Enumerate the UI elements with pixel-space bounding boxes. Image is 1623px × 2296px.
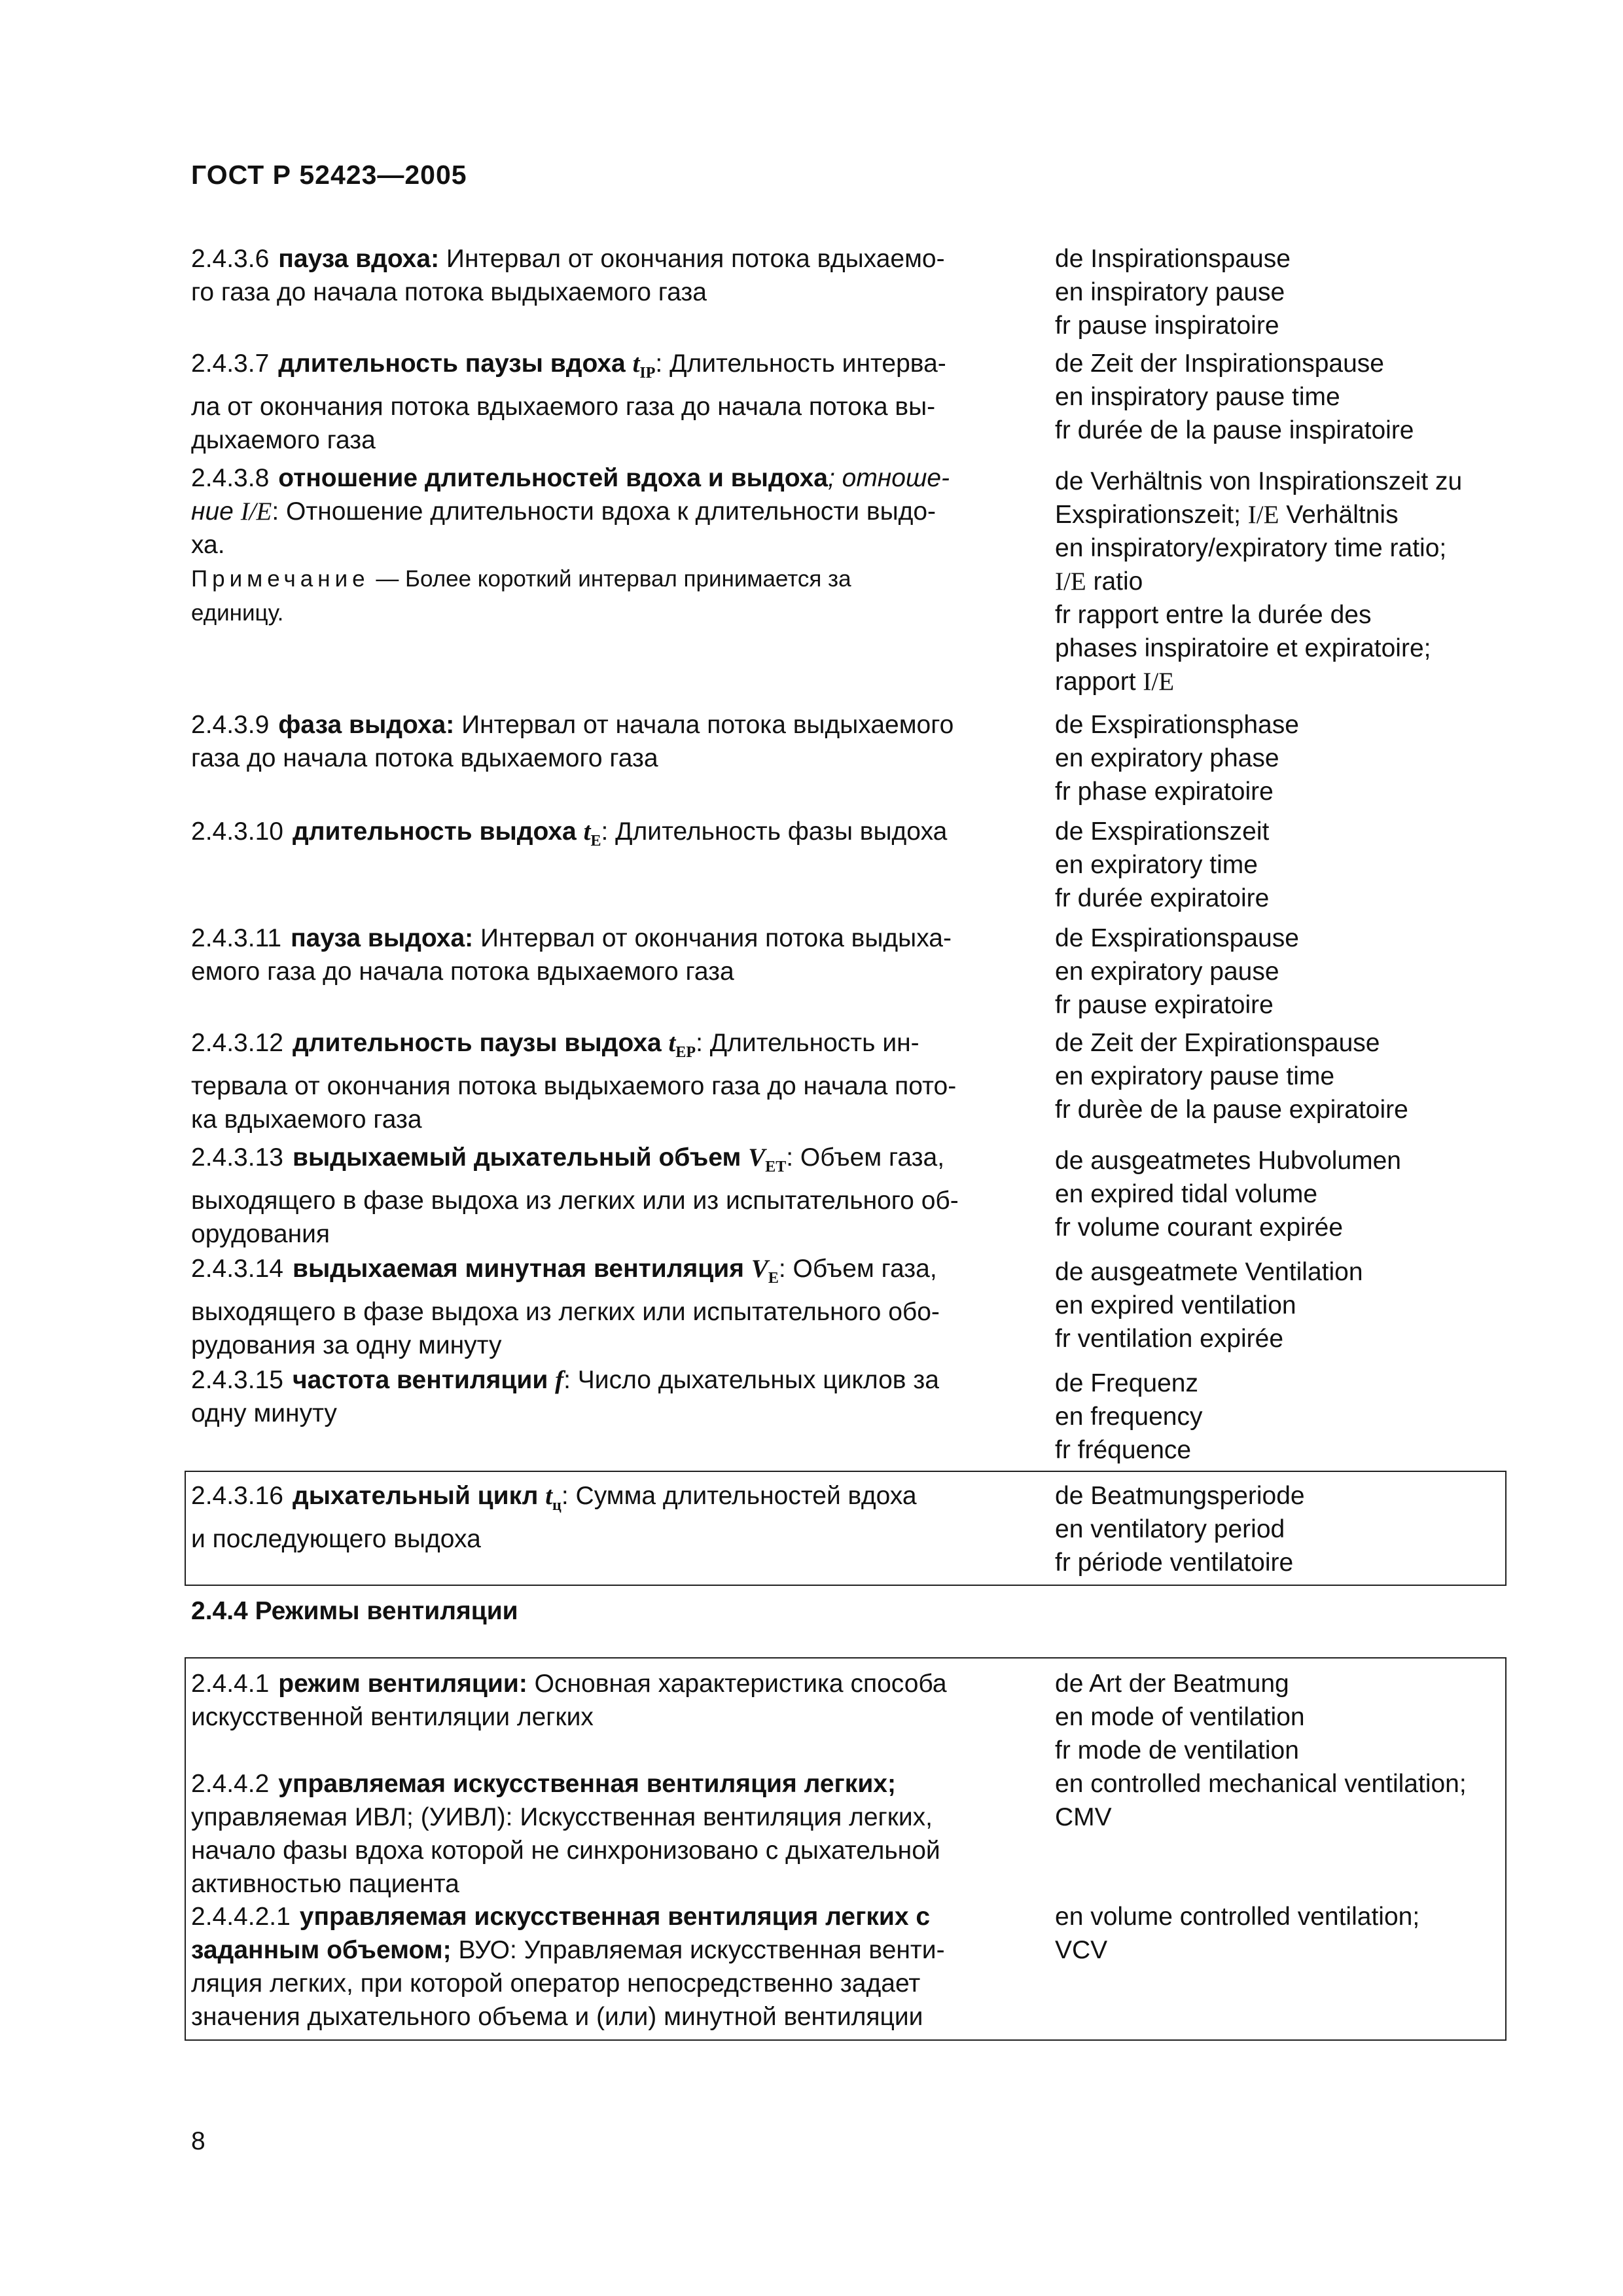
equivalent-en: en expiratory phase [1055, 744, 1279, 772]
term-equivalents [1055, 347, 1623, 447]
term-equivalents [1055, 1026, 1623, 1126]
term-name: управляемая искусственная вентиляция легких; [278, 1770, 896, 1798]
term-definition-text: активностью пациента [191, 1870, 459, 1898]
term-equivalents [1055, 1367, 1623, 1467]
equivalent-en: en inspiratory pause time [1055, 383, 1340, 411]
term-name: выдыхаемая минутная вентиляция [292, 1255, 744, 1283]
term-definition-ru [191, 1363, 1017, 1430]
term-symbol: $t_ц$ [545, 1482, 562, 1514]
equivalent-en: en inspiratory pause [1055, 278, 1285, 306]
term-definition-text: значения дыхательного объема и (или) минутной вентиляции [191, 2003, 923, 2031]
equivalent-fr: fr ventilation expirée [1055, 1325, 1284, 1353]
term-name: дыхательный цикл [292, 1482, 539, 1510]
term-number: 2.4.3.10 [191, 817, 283, 846]
note-text: единицу. [191, 600, 284, 626]
term-symbol: $V_E$ [751, 1255, 779, 1287]
term-symbol: $t_E$ [583, 817, 601, 850]
term-equivalents [1055, 1144, 1623, 1244]
equivalent-fr: fr durèe de la pause expiratoire [1055, 1096, 1408, 1124]
term-equivalents [1055, 815, 1623, 915]
equivalent-en: CMV [1055, 1803, 1112, 1831]
term-symbol: $t_{EP}$ [668, 1029, 696, 1061]
equivalent-fr: fr pause inspiratoire [1055, 312, 1279, 340]
equivalent-de: de Art der Beatmung [1055, 1670, 1289, 1698]
term-number: 2.4.3.9 [191, 711, 270, 739]
term-name: длительность паузы выдоха [292, 1029, 662, 1057]
equivalent-de: de ausgeatmetes Hubvolumen [1055, 1147, 1401, 1175]
page-number: 8 [191, 2127, 205, 2155]
term-definition-ru [191, 1667, 1017, 1734]
equivalent-de: de Zeit der Expirationspause [1055, 1029, 1380, 1057]
term-definition-text: емого газа до начала потока вдыхаемого газа [191, 958, 734, 986]
equivalent-de: de Frequenz [1055, 1369, 1198, 1397]
equivalent-en: en expiratory pause [1055, 958, 1279, 986]
term-definition-text: ВУО: Управляемая искусственная венти- [458, 1936, 945, 1964]
term-name: частота вентиляции [292, 1366, 548, 1394]
term-alt-name: ние [191, 497, 234, 526]
term-definition-text: : Длительность фазы выдоха [601, 817, 948, 846]
term-name: заданным объемом; [191, 1936, 452, 1964]
equivalent-en: en frequency [1055, 1403, 1203, 1431]
equivalent-en: en expiratory time [1055, 851, 1258, 879]
term-equivalents [1055, 1667, 1623, 1767]
term-definition-text: дыхаемого газа [191, 425, 376, 454]
term-definition-ru [191, 1900, 1017, 2034]
term-name: управляемая искусственная вентиляция легких с [299, 1903, 931, 1931]
term-definition-text: искусственной вентиляции легких [191, 1703, 594, 1731]
term-definition-text: : Сумма длительностей вдоха [561, 1482, 917, 1510]
term-symbol: f [555, 1366, 564, 1394]
term-definition-text: : Число дыхательных циклов за [563, 1366, 939, 1394]
equivalent-en: en ventilatory period [1055, 1515, 1285, 1543]
term-definition-text: : Отношение длительности вдоха к длительности выдо- [272, 497, 936, 526]
term-alt-name: ; отноше- [827, 464, 950, 492]
equivalent-de: de Zeit der Inspirationspause [1055, 350, 1384, 378]
equivalent-de: de Exspirationspause [1055, 924, 1299, 952]
term-symbol: $t_{IP}$ [632, 350, 656, 382]
equivalent-en: VCV [1055, 1936, 1108, 1964]
equivalent-fr: fr durée expiratoire [1055, 884, 1270, 912]
term-definition-text: орудования [191, 1219, 330, 1248]
term-definition-ru [191, 1026, 1017, 1136]
equivalent-en: en mode of ventilation [1055, 1703, 1305, 1731]
equivalent-fr: fr fréquence [1055, 1436, 1192, 1464]
term-definition-ru [191, 708, 1017, 775]
term-name: отношение длительностей вдоха и выдоха [278, 464, 828, 492]
term-definition-text: го газа до начала потока выдыхаемого газа [191, 278, 707, 306]
term-symbol: I/E [240, 497, 272, 526]
term-definition-ru [191, 347, 1017, 457]
term-equivalents [1055, 1255, 1623, 1355]
term-definition-ru [191, 461, 1017, 630]
term-number: 2.4.3.12 [191, 1029, 283, 1057]
document-header: ГОСТ Р 52423—2005 [191, 160, 467, 190]
term-number: 2.4.4.1 [191, 1670, 270, 1698]
note-text: — Более короткий интервал принимается за [376, 566, 851, 592]
term-definition-text: : Длительность ин- [696, 1029, 919, 1057]
equivalent-de: de Inspirationspause [1055, 245, 1291, 273]
equivalent-fr: fr phase expiratoire [1055, 778, 1274, 806]
term-definition-ru [191, 1252, 1017, 1362]
term-name: режим вентиляции: [278, 1670, 527, 1698]
equivalent-fr: fr pause expiratoire [1055, 991, 1274, 1019]
term-definition-ru [191, 1141, 1017, 1251]
equivalent-en: en expired tidal volume [1055, 1180, 1318, 1208]
equivalent-en: en expiratory pause time [1055, 1062, 1335, 1090]
term-number: 2.4.3.13 [191, 1143, 283, 1172]
term-name: пауза выдоха: [291, 924, 474, 952]
term-name: длительность выдоха [292, 817, 577, 846]
term-equivalents [1055, 1767, 1623, 1834]
equivalent-fr: phases inspiratoire et expiratoire; [1055, 634, 1431, 662]
term-name: пауза вдоха: [278, 245, 440, 273]
equivalent-de: de Beatmungsperiode [1055, 1482, 1305, 1510]
equivalent-fr: fr mode de ventilation [1055, 1736, 1299, 1765]
equivalent-de: de ausgeatmete Ventilation [1055, 1258, 1363, 1286]
term-equivalents [1055, 922, 1623, 1022]
term-definition-text: Интервал от начала потока выдыхаемого [461, 711, 954, 739]
term-definition-text: : Объем газа, [778, 1255, 937, 1283]
equivalent-fr: rapport I/E [1055, 668, 1175, 696]
term-definition-text: выходящего в фазе выдоха из легких или испытательного обо- [191, 1297, 940, 1326]
equivalent-de: de Exspirationsphase [1055, 711, 1299, 739]
term-equivalents [1055, 1900, 1623, 1967]
equivalent-en: en expired ventilation [1055, 1291, 1296, 1319]
term-definition-ru [191, 815, 1017, 858]
term-definition-ru [191, 242, 1017, 309]
equivalent-en: I/E ratio [1055, 567, 1143, 596]
term-definition-text: ка вдыхаемого газа [191, 1105, 422, 1134]
term-equivalents [1055, 1479, 1623, 1579]
term-number: 2.4.3.11 [191, 924, 282, 952]
term-definition-text: рудования за одну минуту [191, 1331, 502, 1359]
term-definition-text: : Длительность интерва- [655, 350, 946, 378]
term-name: длительность паузы вдоха [278, 350, 626, 378]
term-definition-text: ляция легких, при которой оператор непосредственно задает [191, 1969, 921, 1998]
note [191, 566, 851, 626]
term-definition-text: тервала от окончания потока выдыхаемого газа до начала пото- [191, 1071, 957, 1100]
term-definition-text: : Объем газа, [786, 1143, 945, 1172]
equivalent-de: Exspirationszeit; I/E Verhältnis [1055, 501, 1399, 529]
term-number: 2.4.3.15 [191, 1366, 283, 1394]
section-heading: 2.4.4 Режимы вентиляции [191, 1597, 518, 1625]
term-number: 2.4.3.8 [191, 464, 270, 492]
term-definition-text: ла от окончания потока вдыхаемого газа до начала потока вы- [191, 392, 936, 421]
equivalent-fr: fr durée de la pause inspiratoire [1055, 416, 1414, 444]
term-number: 2.4.4.2 [191, 1770, 270, 1798]
term-equivalents [1055, 708, 1623, 808]
term-definition-text: газа до начала потока вдыхаемого газа [191, 744, 658, 772]
term-number: 2.4.3.14 [191, 1255, 283, 1283]
term-definition-text: управляемая ИВЛ; (УИВЛ): Искусственная вентиляция легких, [191, 1803, 933, 1831]
term-definition-text: Интервал от окончания потока выдыха- [480, 924, 952, 952]
equivalent-en: en controlled mechanical ventilation; [1055, 1770, 1467, 1798]
term-number: 2.4.3.6 [191, 245, 270, 273]
equivalent-de: de Exspirationszeit [1055, 817, 1270, 846]
equivalent-fr: fr volume courant expirée [1055, 1213, 1344, 1242]
term-number: 2.4.4.2.1 [191, 1903, 291, 1931]
term-definition-ru [191, 922, 1017, 988]
note-label: Примечание [191, 566, 370, 592]
term-equivalents [1055, 242, 1623, 342]
term-definition-text: Основная характеристика способа [534, 1670, 947, 1698]
term-definition-ru [191, 1767, 1017, 1901]
term-number: 2.4.3.7 [191, 350, 270, 378]
term-definition-text: и последующего выдоха [191, 1524, 481, 1553]
term-definition-text: Интервал от окончания потока вдыхаемо- [446, 245, 945, 273]
term-name: выдыхаемый дыхательный объем [292, 1143, 741, 1172]
term-definition-text: ха. [191, 531, 225, 559]
term-definition-text: выходящего в фазе выдоха из легких или из испытательного об- [191, 1186, 959, 1215]
equivalent-de: de Verhältnis von Inspirationszeit zu [1055, 467, 1463, 495]
term-definition-text: начало фазы вдоха которой не синхронизовано с дыхательной [191, 1837, 940, 1865]
term-definition-ru [191, 1479, 1017, 1556]
term-name: фаза выдоха: [278, 711, 455, 739]
equivalent-fr: fr période ventilatoire [1055, 1549, 1294, 1577]
term-equivalents [1055, 465, 1623, 698]
term-definition-text: одну минуту [191, 1399, 337, 1427]
term-symbol: $V_{ET}$ [748, 1143, 787, 1175]
equivalent-en: en volume controlled ventilation; [1055, 1903, 1420, 1931]
term-number: 2.4.3.16 [191, 1482, 283, 1510]
equivalent-en: en inspiratory/expiratory time ratio; [1055, 534, 1447, 562]
equivalent-fr: fr rapport entre la durée des [1055, 601, 1372, 629]
